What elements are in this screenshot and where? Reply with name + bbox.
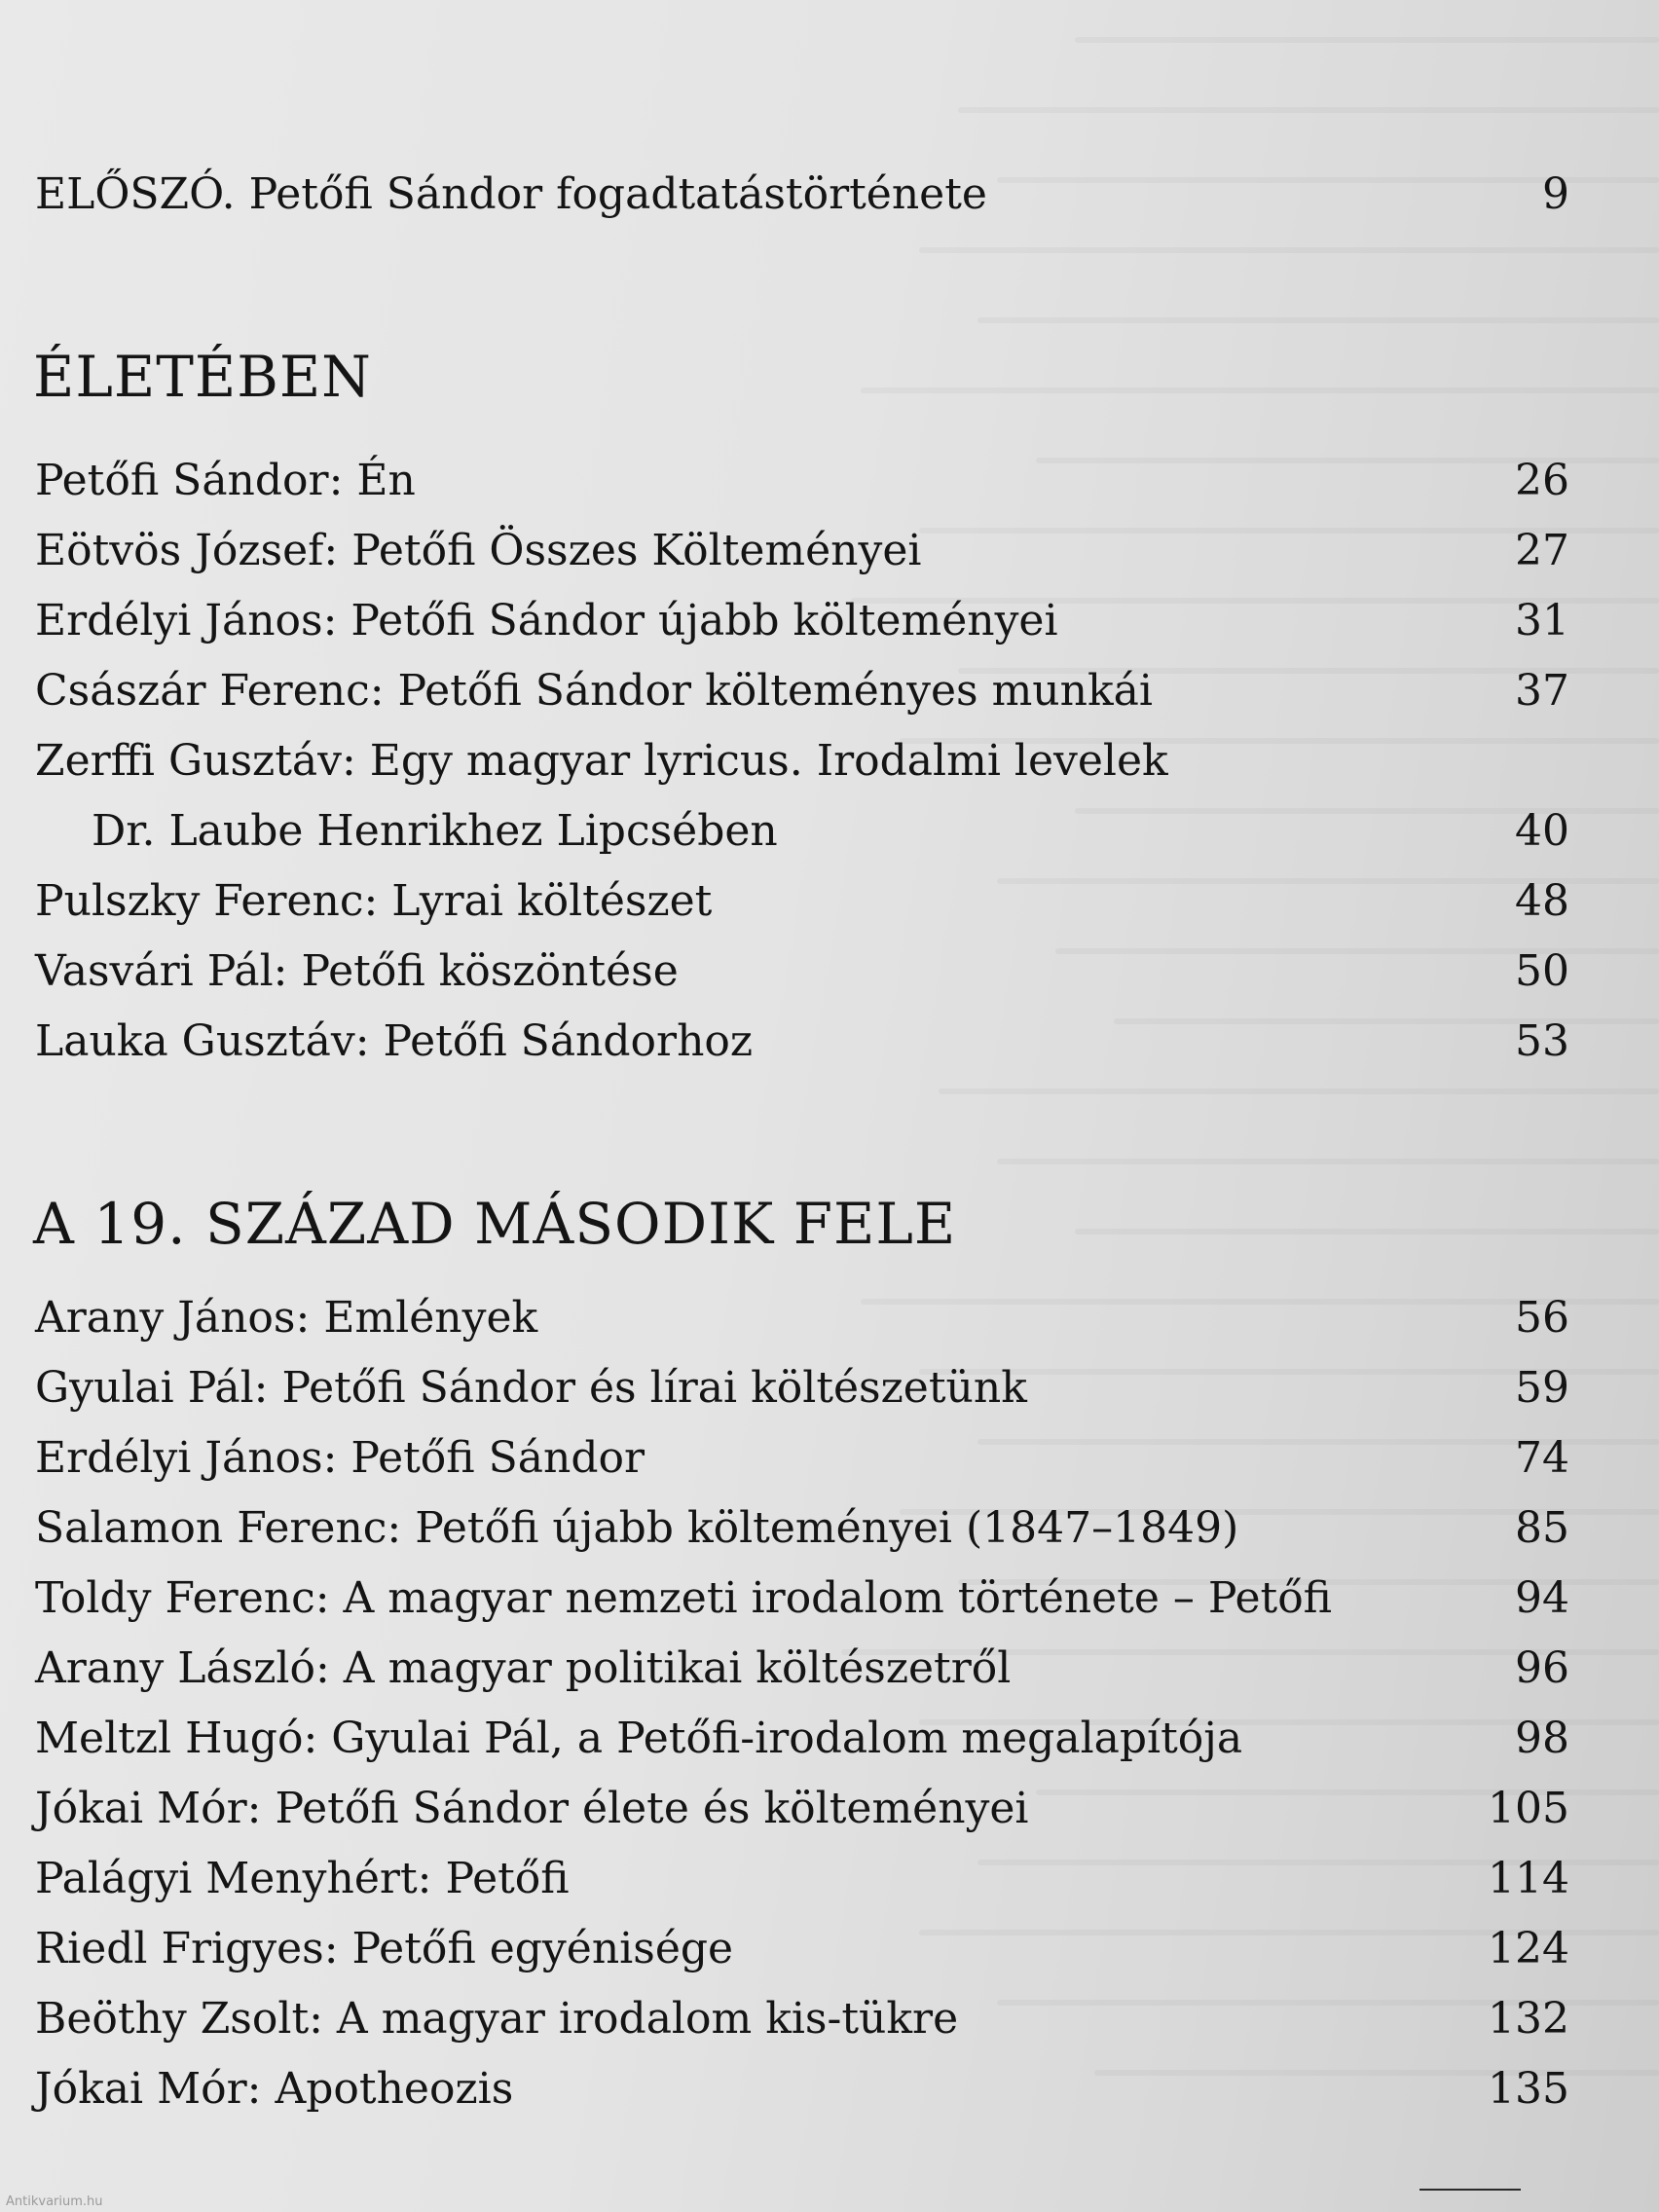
toc-entry-title: Jókai Mór: Petőfi Sándor élete és költeményei bbox=[35, 1784, 1029, 1833]
toc-entry-page: 31 bbox=[1515, 596, 1569, 645]
toc-entry-title: Gyulai Pál: Petőfi Sándor és lírai költészetünk bbox=[35, 1363, 1027, 1413]
toc-entry-title: Riedl Frigyes: Petőfi egyénisége bbox=[35, 1924, 734, 1973]
toc-entry bbox=[35, 1636, 1569, 1706]
toc-entry bbox=[35, 728, 1569, 798]
toc-entry-page: 50 bbox=[1515, 946, 1569, 996]
toc-entry-title: Arany László: A magyar politikai költészetről bbox=[35, 1643, 1012, 1693]
toc-entry bbox=[35, 1285, 1569, 1355]
toc-entry-title: Erdélyi János: Petőfi Sándor bbox=[35, 1433, 645, 1483]
toc-entry bbox=[35, 868, 1569, 939]
toc-entry-title: Petőfi Sándor: Én bbox=[35, 456, 416, 505]
toc-entry-title: Arany János: Emlények bbox=[35, 1293, 538, 1343]
toc-entry bbox=[35, 1355, 1569, 1425]
section-heading-19th-century: A 19. SZÁZAD MÁSODIK FELE bbox=[33, 1191, 957, 1257]
toc-entry-page: 27 bbox=[1515, 526, 1569, 575]
toc-entry-title: Eötvös József: Petőfi Összes Költeményei bbox=[35, 526, 922, 575]
toc-entry-page: 135 bbox=[1488, 2064, 1569, 2114]
section-heading-eleteben: ÉLETÉBEN bbox=[33, 344, 372, 410]
toc-entry-page: 114 bbox=[1488, 1854, 1569, 1903]
toc-entry-title: Beöthy Zsolt: A magyar irodalom kis-tükre bbox=[35, 1994, 959, 2044]
watermark: Antikvarium.hu bbox=[6, 2194, 103, 2209]
toc-entry-title: Vasvári Pál: Petőfi köszöntése bbox=[35, 946, 679, 996]
toc-entry bbox=[35, 518, 1569, 588]
toc-entry-page: 37 bbox=[1515, 666, 1569, 716]
toc-entry-title-continuation: Dr. Laube Henrikhez Lipcsében bbox=[92, 806, 778, 856]
toc-entry bbox=[35, 1846, 1569, 1916]
toc-entry-page: 85 bbox=[1515, 1503, 1569, 1553]
toc-entry-foreword bbox=[35, 162, 1569, 232]
toc-entry-page: 53 bbox=[1515, 1016, 1569, 1066]
toc-entry bbox=[35, 1009, 1569, 1079]
toc-entry bbox=[35, 448, 1569, 518]
toc-entry-page: 40 bbox=[1515, 806, 1569, 856]
toc-entry bbox=[35, 2056, 1569, 2126]
toc-entry-page: 26 bbox=[1515, 456, 1569, 505]
toc-entry-page: 9 bbox=[1542, 169, 1569, 219]
toc-entry-title: Erdélyi János: Petőfi Sándor újabb költeményei bbox=[35, 596, 1058, 645]
toc-entry-page: 48 bbox=[1515, 876, 1569, 926]
toc-entry bbox=[35, 1566, 1569, 1636]
toc-entry bbox=[35, 1425, 1569, 1495]
toc-entry-page: 96 bbox=[1515, 1643, 1569, 1693]
toc-entry-title: ELŐSZÓ. Petőfi Sándor fogadtatástörténete bbox=[35, 169, 987, 219]
toc-entry-title: Salamon Ferenc: Petőfi újabb költeményei (1847–1849) bbox=[35, 1503, 1239, 1553]
toc-entry-page: 56 bbox=[1515, 1293, 1569, 1343]
toc-entry bbox=[35, 1776, 1569, 1846]
toc-entry bbox=[35, 1495, 1569, 1566]
toc-entry-continuation bbox=[35, 798, 1569, 868]
toc-entry-title: Palágyi Menyhért: Petőfi bbox=[35, 1854, 570, 1903]
toc-entry-page: 98 bbox=[1515, 1714, 1569, 1763]
toc-entry bbox=[35, 1706, 1569, 1776]
toc-entry bbox=[35, 939, 1569, 1009]
toc-entry-title: Zerffi Gusztáv: Egy magyar lyricus. Irodalmi levelek bbox=[35, 736, 1168, 786]
toc-entry-title: Toldy Ferenc: A magyar nemzeti irodalom története – Petőfi bbox=[35, 1573, 1333, 1623]
toc-entry-title: Pulszky Ferenc: Lyrai költészet bbox=[35, 876, 713, 926]
toc-entry-page: 124 bbox=[1488, 1924, 1569, 1973]
toc-entry bbox=[35, 588, 1569, 658]
toc-entry bbox=[35, 1916, 1569, 1986]
toc-entry-page: 132 bbox=[1488, 1994, 1569, 2044]
toc-entry-page: 105 bbox=[1488, 1784, 1569, 1833]
toc-entry bbox=[35, 658, 1569, 728]
toc-entry-page: 59 bbox=[1515, 1363, 1569, 1413]
toc-entry-title: Császár Ferenc: Petőfi Sándor költeményes munkái bbox=[35, 666, 1153, 716]
toc-entry-title: Jókai Mór: Apotheozis bbox=[35, 2064, 514, 2114]
page-bottom-rule bbox=[1419, 2189, 1521, 2191]
toc-entry bbox=[35, 1986, 1569, 2056]
toc-entry-title: Lauka Gusztáv: Petőfi Sándorhoz bbox=[35, 1016, 754, 1066]
toc-entry-title: Meltzl Hugó: Gyulai Pál, a Petőfi-irodalom megalapítója bbox=[35, 1714, 1243, 1763]
toc-entry-page: 74 bbox=[1515, 1433, 1569, 1483]
toc-entry-page: 94 bbox=[1515, 1573, 1569, 1623]
